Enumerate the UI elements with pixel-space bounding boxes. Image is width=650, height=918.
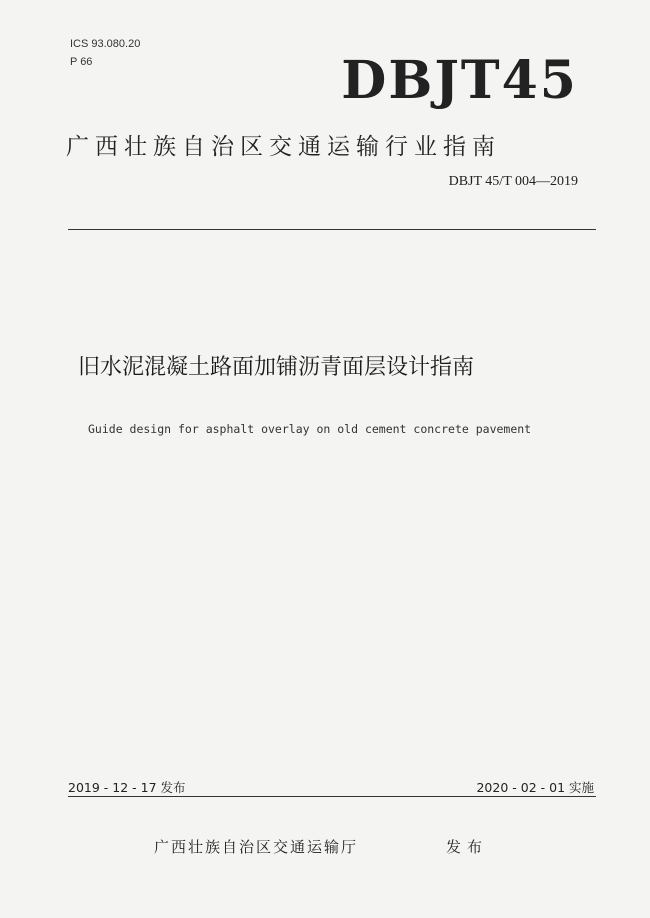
- ics-code: ICS 93.080.20: [70, 38, 141, 50]
- issue-date: 2019 - 12 - 17 发布: [68, 780, 186, 795]
- document-title-chinese: 旧水泥混凝土路面加铺沥青面层设计指南: [78, 355, 475, 380]
- publish-label: 发布: [446, 838, 489, 856]
- document-title-english: Guide design for asphalt overlay on old cement concrete pavement: [88, 422, 532, 436]
- top-divider: [68, 229, 596, 230]
- standard-number: DBJT 45/T 004—2019: [448, 174, 578, 189]
- standard-logo: DBJT45: [341, 50, 578, 111]
- bottom-divider: [68, 796, 596, 797]
- issuing-organization-heading: 广西壮族自治区交通运输行业指南: [66, 134, 501, 160]
- publisher-name: 广西壮族自治区交通运输厅: [154, 838, 359, 856]
- implementation-date: 2020 - 02 - 01 实施: [476, 780, 594, 795]
- ccs-code: P 66: [70, 56, 93, 68]
